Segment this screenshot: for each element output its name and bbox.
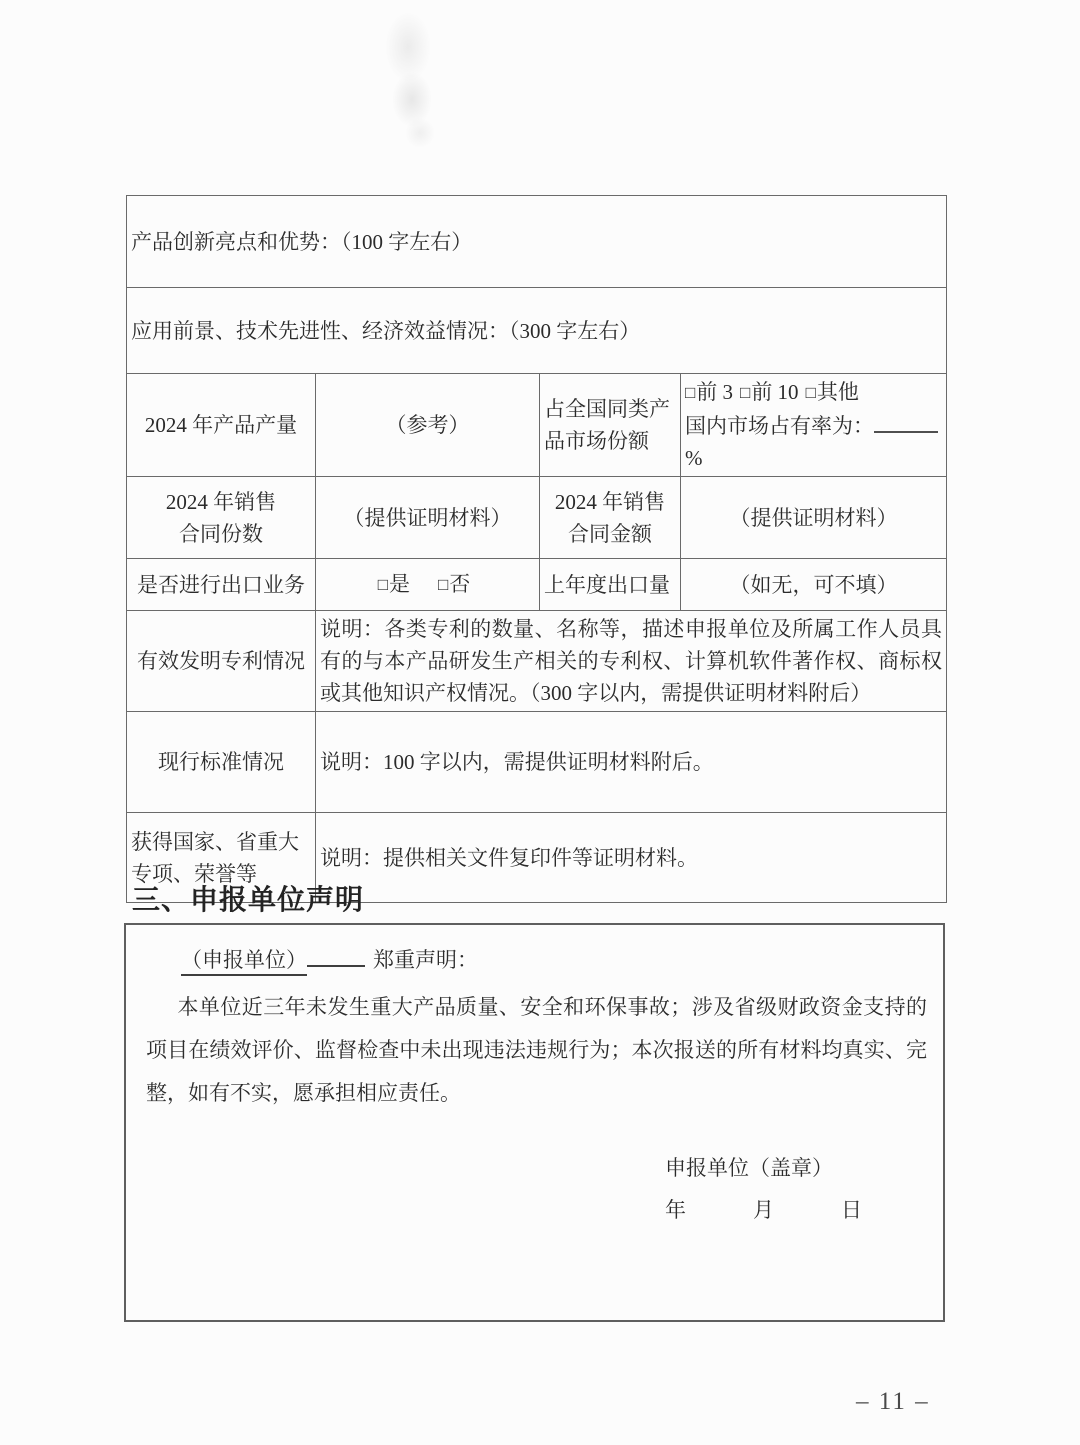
sales-amount-line1: 2024 年销售: [554, 489, 666, 514]
domestic-share-label: 国内市场占有率为：: [685, 414, 874, 438]
prospect-label-cell: 应用前景、技术先进性、经济效益情况：（300 字左右）: [127, 288, 947, 374]
export-options-cell: [316, 559, 540, 611]
declaration-body: 本单位近三年未发生重大产品质量、安全和环保事故；涉及省级财政资金支持的项目在绩效评价、监督检查中未出现违法违规行为；本次报送的所有材料均真实、完整，如有不实，愿承担相应责任。: [146, 995, 927, 1105]
honor-note-cell: 说明：提供相关文件复印件等证明材料。: [316, 813, 947, 903]
market-share-options-cell: [681, 374, 947, 477]
sales-row: [127, 477, 947, 559]
option-top3: [685, 380, 733, 404]
output-row: [127, 374, 947, 477]
option-label: 其他: [816, 380, 859, 404]
blank-underline: [874, 412, 938, 433]
sales-amount-line2: 合同金额: [568, 521, 652, 546]
sales-count-evidence-cell: （提供证明材料）: [316, 477, 540, 559]
checkbox-icon: □: [377, 574, 388, 594]
option-label: 是: [389, 571, 410, 596]
seal-label: 申报单位（盖章）: [665, 1156, 833, 1180]
scan-artifact: [385, 12, 431, 82]
prospect-row: [127, 288, 947, 374]
export-row: [127, 559, 947, 611]
sales-count-line2: 合同份数: [179, 521, 263, 546]
checkbox-icon: □: [438, 574, 449, 594]
declaration-title-line: [181, 943, 943, 977]
declaration-solemn-label: 郑重声明：: [373, 948, 478, 972]
market-share-rank-options: [685, 376, 942, 410]
output-value-cell: （参考）: [316, 374, 540, 477]
domestic-share-line: [685, 410, 942, 474]
market-share-label-cell: 占全国同类产品市场份额: [540, 374, 681, 477]
honor-label-cell: 获得国家、省重大专项、荣誉等: [127, 813, 316, 903]
option-top10: [740, 380, 799, 404]
innovation-row: [127, 196, 947, 288]
option-yes: [378, 572, 410, 596]
declaration-unit-blank: （申报单位）: [181, 948, 307, 976]
page-number: – 11 –: [856, 1388, 930, 1415]
export-volume-label-cell: 上年度出口量: [540, 559, 681, 611]
output-label-cell: 2024 年产品产量: [127, 374, 316, 477]
patent-row: [127, 611, 947, 712]
option-label: 前 3: [696, 380, 734, 404]
scan-artifact: [392, 72, 432, 127]
scan-artifact: [405, 118, 435, 148]
option-label: 前 10: [751, 380, 799, 404]
option-no: [438, 572, 470, 596]
product-form-table: [126, 195, 947, 903]
option-other: [806, 380, 859, 404]
export-volume-value-cell: （如无，可不填）: [681, 559, 947, 611]
checkbox-icon: □: [740, 383, 751, 402]
checkbox-icon: □: [805, 383, 816, 402]
patent-note-cell: 说明：各类专利的数量、名称等，描述申报单位及所属工作人员具有的与本产品研发生产相关的专利权、计算机软件著作权、商标权或其他知识产权情况。（300 字以内，需提供证明材料附后）: [316, 611, 947, 712]
declaration-box: [124, 923, 945, 1322]
sales-amount-evidence-cell: （提供证明材料）: [681, 477, 947, 559]
checkbox-icon: □: [685, 383, 696, 402]
standard-row: [127, 712, 947, 813]
sales-count-label-cell: [127, 477, 316, 559]
innovation-label-cell: 产品创新亮点和优势：（100 字左右）: [127, 196, 947, 288]
sales-count-line1: 2024 年销售: [165, 489, 277, 514]
declaration-signature-block: [665, 1147, 863, 1231]
section-heading: 三、申报单位声明: [132, 883, 365, 916]
patent-label-cell: 有效发明专利情况: [127, 611, 316, 712]
standard-label-cell: 现行标准情况: [127, 712, 316, 813]
option-label: 否: [449, 571, 471, 596]
percent-suffix: %: [685, 446, 703, 470]
sales-amount-label-cell: [540, 477, 681, 559]
export-label-cell: 是否进行出口业务: [127, 559, 316, 611]
date-label: 年 月 日: [665, 1198, 863, 1222]
blank-underline: [307, 944, 365, 967]
standard-note-cell: 说明：100 字以内，需提供证明材料附后。: [316, 712, 947, 813]
